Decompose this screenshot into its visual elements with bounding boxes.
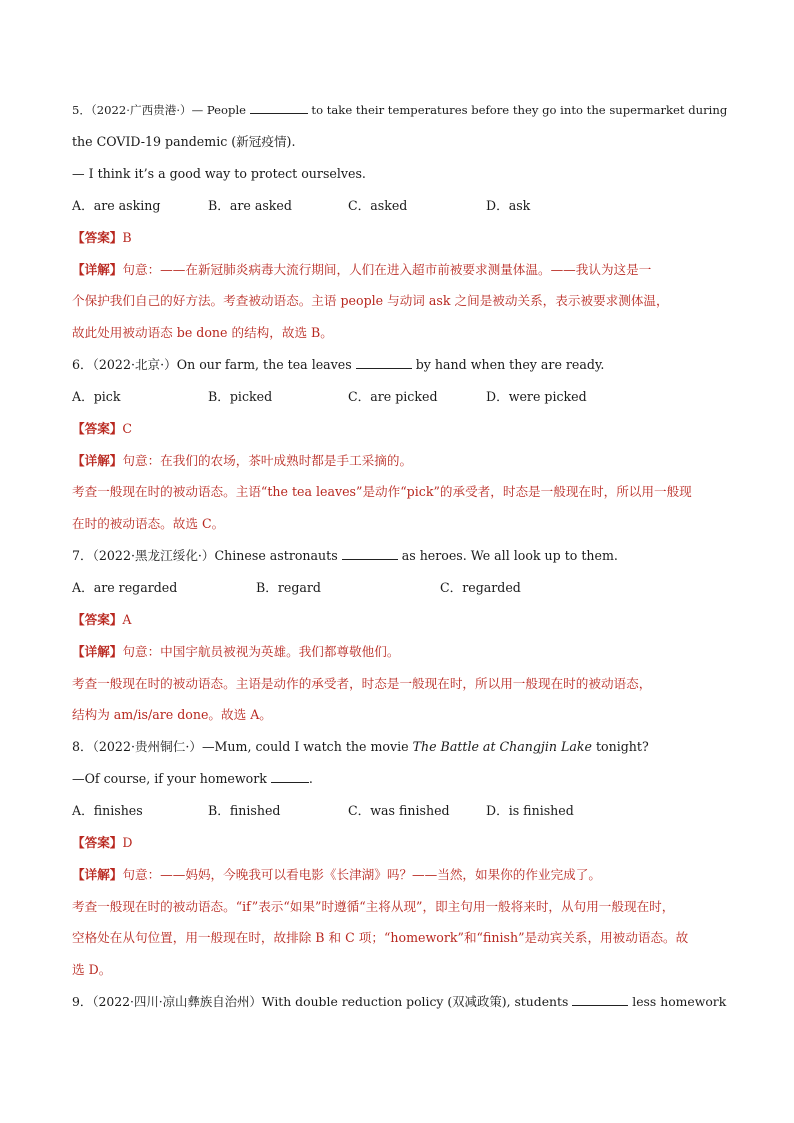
q9-stem: 9．（2022·四川·凉山彝族自治州）With double reduction policy (双减政策), students less homework [72, 994, 727, 1009]
question-number: 9． [72, 994, 93, 1009]
option-b: B．picked [208, 389, 273, 404]
answer-blank [572, 993, 628, 1006]
q5-detail-line2: 个保护我们自己的好方法。考查被动语态。主语 people 与动词 ask 之间是被动关系，表示被要求测体温， [72, 293, 669, 308]
detail-tag: 【详解】 [72, 262, 123, 277]
q6-detail-line1: 【详解】句意：在我们的农场，茶叶成熟时都是手工采摘的。 [72, 453, 413, 468]
option-a: A．are asking [72, 198, 161, 213]
answer-blank [342, 547, 398, 560]
answer-tag: 【答案】 [72, 835, 123, 850]
movie-title: The Battle at Changjin Lake [412, 739, 592, 754]
answer-value: B [122, 230, 132, 245]
question-number: 5． [72, 103, 91, 117]
answer-tag: 【答案】 [72, 421, 123, 436]
question-source: （2022·四川·凉山彝族自治州） [92, 994, 262, 1009]
question-source: （2022·贵州铜仁·） [92, 739, 202, 754]
answer-value: D [122, 835, 133, 850]
answer-value: A [122, 612, 132, 627]
option-d: D．were picked [486, 389, 587, 404]
detail-tag: 【详解】 [72, 453, 123, 468]
q7-detail-line3: 结构为 am/is/are done。故选 A。 [72, 707, 272, 722]
q6-detail-line3: 在时的被动语态。故选 C。 [72, 516, 225, 531]
question-number: 6． [72, 357, 93, 372]
option-d: D．ask [486, 198, 531, 213]
option-c: C．was finished [348, 803, 450, 818]
q6-stem: 6．（2022·北京·）On our farm, the tea leaves by hand when they are ready. [72, 357, 605, 372]
q8-detail-line2: 考查一般现在时的被动语态。“if”表示“如果”时遵循“主将从现”，即主句用一般将来时，从句用一般现在时， [72, 899, 675, 914]
question-source: （2022·广西贵港·） [90, 103, 192, 117]
q8-detail-line1: 【详解】句意：——妈妈，今晚我可以看电影《长津湖》吗？——当然，如果你的作业完成了。 [72, 867, 601, 882]
q5-detail-line3: 故此处用被动语态 be done 的结构，故选 B。 [72, 325, 333, 340]
q5-stem-line3: — I think it’s a good way to protect ourselves. [72, 166, 366, 181]
answer-value: C [122, 421, 133, 436]
option-d: D．is finished [486, 803, 574, 818]
option-b: B．are asked [208, 198, 292, 213]
q6-answer [72, 420, 732, 438]
option-b: B．regard [256, 580, 321, 595]
q5-detail-line1: 【详解】句意：——在新冠肺炎病毒大流行期间，人们在进入超市前被要求测量体温。——我认为这是一 [72, 262, 652, 277]
detail-tag: 【详解】 [72, 867, 123, 882]
question-number: 8． [72, 739, 93, 754]
q8-stem: 8．（2022·贵州铜仁·）—Mum, could I watch the movie The Battle at Changjin Lake tonight? [72, 739, 649, 754]
answer-blank [250, 101, 308, 114]
q8-detail-line3: 空格处在从句位置，用一般现在时，故排除 B 和 C 项；“homework”和“finish”是动宾关系，用被动语态。故 [72, 930, 689, 945]
q5-stem: 5．（2022·广西贵港·）— People to take their temperatures before they go into the supermarket during [72, 103, 728, 117]
option-a: A．are regarded [72, 580, 178, 595]
question-source: （2022·北京·） [92, 357, 177, 372]
q6-detail-line2: 考查一般现在时的被动语态。主语“the tea leaves”是动作“pick”的承受者，时态是一般现在时，所以用一般现 [72, 484, 692, 499]
q5-answer [72, 229, 732, 247]
answer-blank [356, 356, 412, 369]
question-source: （2022·黑龙江绥化·） [92, 548, 215, 563]
q8-detail-line4: 选 D。 [72, 962, 112, 977]
q7-stem: 7．（2022·黑龙江绥化·）Chinese astronauts as heroes. We all look up to them. [72, 548, 618, 563]
q7-detail-line2: 考查一般现在时的被动语态。主语是动作的承受者，时态是一般现在时，所以用一般现在时的被动语态， [72, 676, 652, 691]
detail-tag: 【详解】 [72, 644, 123, 659]
option-a: A．finishes [72, 803, 143, 818]
option-b: B．finished [208, 803, 281, 818]
answer-blank [271, 770, 309, 783]
q8-stem-line2: —Of course, if your homework . [72, 771, 313, 786]
answer-tag: 【答案】 [72, 230, 123, 245]
option-c: C．regarded [440, 580, 521, 595]
q7-detail-line1: 【详解】句意：中国宇航员被视为英雄。我们都尊敬他们。 [72, 644, 400, 659]
q7-answer [72, 611, 732, 629]
option-c: C．asked [348, 198, 408, 213]
option-a: A．pick [72, 389, 121, 404]
option-c: C．are picked [348, 389, 438, 404]
q5-stem-line2: the COVID-19 pandemic (新冠疫情). [72, 134, 296, 149]
q8-answer [72, 834, 732, 852]
question-number: 7． [72, 548, 93, 563]
answer-tag: 【答案】 [72, 612, 123, 627]
